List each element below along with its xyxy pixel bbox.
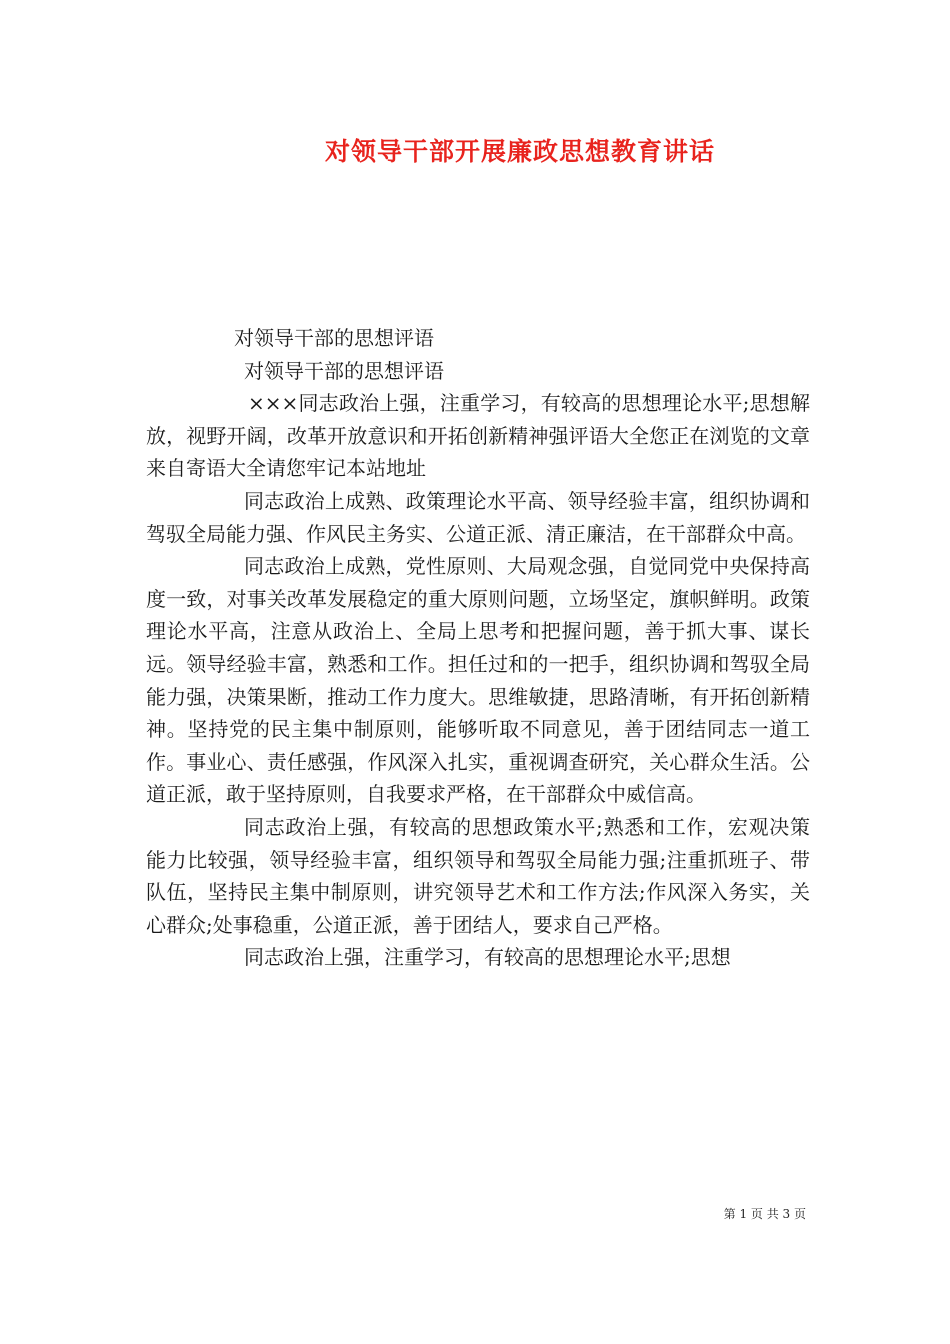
document-title: 对领导干部开展廉政思想教育讲话 — [324, 137, 715, 166]
document-body — [146, 322, 810, 974]
subheading: 对领导干部的思想评语 — [234, 326, 434, 350]
paragraph: 同志政治上成熟，党性原则、大局观念强，自觉同党中央保持高度一致，对事关改革发展稳定的重大原则问题，立场坚定，旗帜鲜明。政策理论水平高，注意从政治上、全局上思考和把握问题，善于抓大事、谋长远。领导经验丰富，熟悉和工作。担任过和的一把手，组织协调和驾驭全局能力强，决策果断，推动工作力度大。思维敏捷，思路清晰，有开拓创新精神。坚持党的民主集中制原则，能够听取不同意见，善于团结同志一道工作。事业心、责任感强，作风深入扎实，重视调查研究，关心群众生活。公道正派，敢于坚持原则，自我要求严格，在干部群众中威信高。 — [146, 554, 810, 807]
subheading: 对领导干部的思想评语 — [244, 358, 444, 383]
paragraph: 同志政治上强，注重学习，有较高的思想理论水平;思想 — [244, 945, 731, 970]
paragraph: 同志政治上强，有较高的思想政策水平;熟悉和工作，宏观决策能力比较强，领导经验丰富，组织领导和驾驭全局能力强;注重抓班子、带队伍，坚持民主集中制原则，讲究领导艺术和工作方法;作风深入务实，关心群众;处事稳重，公道正派，善于团结人，要求自己严格。 — [146, 814, 810, 937]
paragraph: 同志政治上成熟、政策理论水平高、领导经验丰富，组织协调和驾驭全局能力强、作风民主务实、公道正派、清正廉洁，在干部群众中高。 — [146, 488, 810, 546]
page-number: 第 1 页 共 3 页 — [723, 1207, 806, 1221]
paragraph: ×××同志政治上强，注重学习，有较高的思想理论水平;思想解放，视野开阔，改革开放意识和开拓创新精神强评语大全您正在浏览的文章来自寄语大全请您牢记本站地址 — [146, 391, 810, 481]
